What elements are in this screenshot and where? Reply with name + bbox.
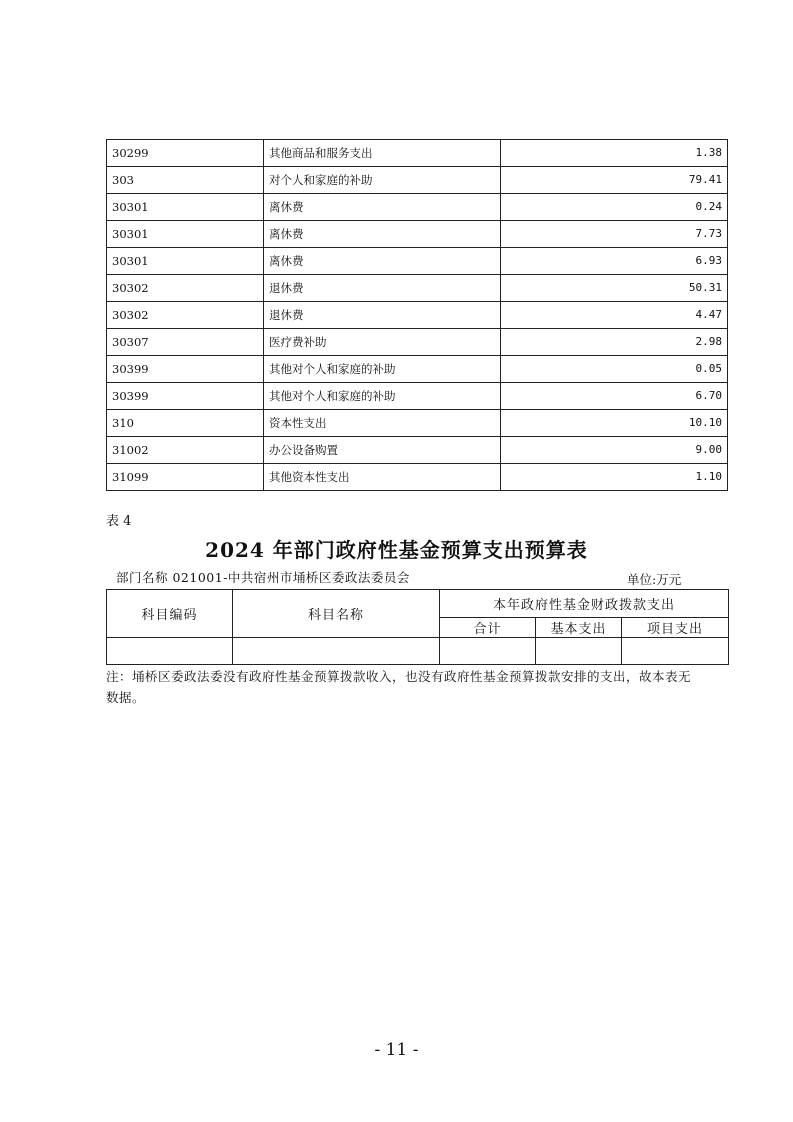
amount-cell: 0.05 <box>501 356 728 383</box>
unit-label: 单位:万元 <box>627 572 682 587</box>
empty-data-row <box>107 638 729 665</box>
fund-expenditure-table <box>106 589 729 665</box>
amount-cell: 10.10 <box>501 410 728 437</box>
table-row <box>107 437 728 464</box>
subject-code-cell: 30399 <box>107 356 264 383</box>
subject-code-cell: 310 <box>107 410 264 437</box>
subject-name-cell: 其他商品和服务支出 <box>264 140 501 167</box>
amount-cell: 1.38 <box>501 140 728 167</box>
table-row <box>107 248 728 275</box>
amount-cell: 9.00 <box>501 437 728 464</box>
subject-code-cell: 30399 <box>107 383 264 410</box>
subject-code-cell: 31002 <box>107 437 264 464</box>
amount-cell: 6.93 <box>501 248 728 275</box>
amount-cell: 79.41 <box>501 167 728 194</box>
subject-code-cell: 30301 <box>107 248 264 275</box>
subject-name-cell: 其他对个人和家庭的补助 <box>264 356 501 383</box>
table-row <box>107 302 728 329</box>
header-fund-group: 本年政府性基金财政拨款支出 <box>440 590 729 618</box>
subject-name-cell: 退休费 <box>264 302 501 329</box>
table-row <box>107 167 728 194</box>
table-row <box>107 194 728 221</box>
amount-cell: 1.10 <box>501 464 728 491</box>
subject-name-cell: 对个人和家庭的补助 <box>264 167 501 194</box>
department-name: 部门名称 021001-中共宿州市埇桥区委政法委员会 <box>116 570 410 585</box>
header-subject-code: 科目编码 <box>107 590 233 638</box>
table-row <box>107 140 728 167</box>
table-row <box>107 329 728 356</box>
subject-name-cell: 离休费 <box>264 194 501 221</box>
page-number: - 11 - <box>374 1040 419 1060</box>
subject-code-cell: 31099 <box>107 464 264 491</box>
amount-cell: 50.31 <box>501 275 728 302</box>
table-row <box>107 464 728 491</box>
table-number-label: 表 4 <box>106 514 132 529</box>
subject-name-cell: 办公设备购置 <box>264 437 501 464</box>
table-row <box>107 410 728 437</box>
subject-code-cell: 30302 <box>107 275 264 302</box>
subject-name-cell: 离休费 <box>264 248 501 275</box>
header-basic-expense: 基本支出 <box>536 618 622 638</box>
subject-name-cell: 离休费 <box>264 221 501 248</box>
subject-code-cell: 30302 <box>107 302 264 329</box>
subject-code-cell: 30307 <box>107 329 264 356</box>
amount-cell: 2.98 <box>501 329 728 356</box>
table-row <box>107 383 728 410</box>
subject-code-cell: 303 <box>107 167 264 194</box>
subject-code-cell: 30301 <box>107 194 264 221</box>
header-project-expense: 项目支出 <box>622 618 729 638</box>
expense-table <box>106 139 728 491</box>
subject-name-cell: 医疗费补助 <box>264 329 501 356</box>
header-total: 合计 <box>440 618 536 638</box>
subject-code-cell: 30299 <box>107 140 264 167</box>
amount-cell: 0.24 <box>501 194 728 221</box>
table-title: 2024 年部门政府性基金预算支出预算表 <box>205 538 588 562</box>
header-subject-name: 科目名称 <box>233 590 440 638</box>
amount-cell: 7.73 <box>501 221 728 248</box>
table-note: 注：埇桥区委政法委没有政府性基金预算拨款收入，也没有政府性基金预算拨款安排的支出，故本表无数据。 <box>106 669 692 705</box>
subject-code-cell: 30301 <box>107 221 264 248</box>
table-row <box>107 356 728 383</box>
table-row <box>107 221 728 248</box>
table-row <box>107 275 728 302</box>
amount-cell: 4.47 <box>501 302 728 329</box>
amount-cell: 6.70 <box>501 383 728 410</box>
subject-name-cell: 资本性支出 <box>264 410 501 437</box>
subject-name-cell: 其他对个人和家庭的补助 <box>264 383 501 410</box>
subject-name-cell: 退休费 <box>264 275 501 302</box>
subject-name-cell: 其他资本性支出 <box>264 464 501 491</box>
